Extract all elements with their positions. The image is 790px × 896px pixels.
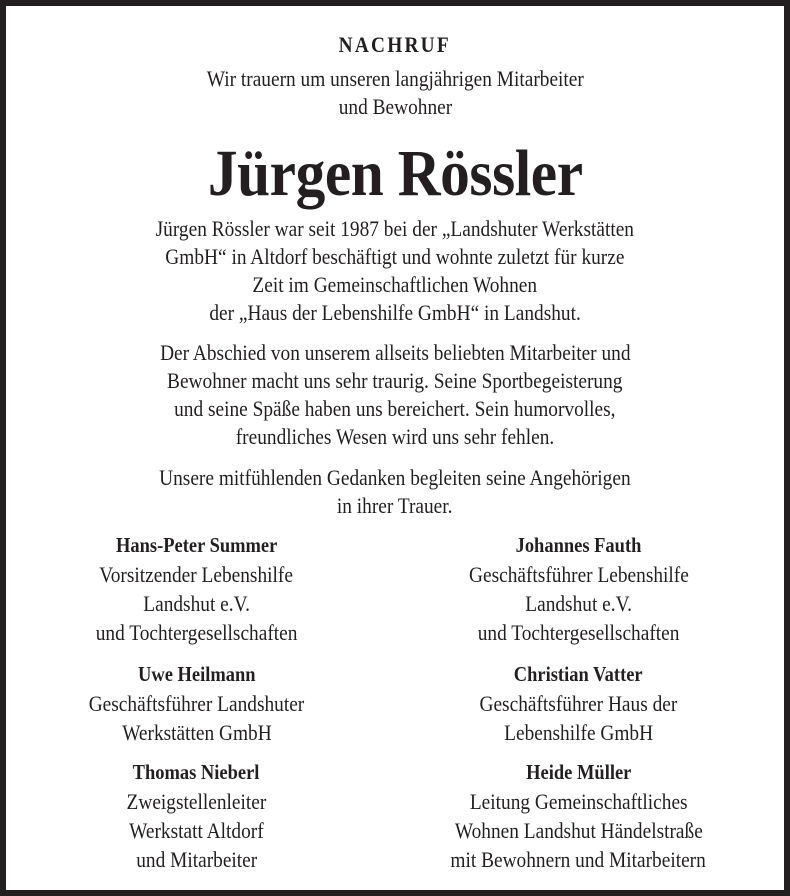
- signatory-title-text: Vorsitzender Lebenshilfe: [99, 562, 294, 587]
- signatory-title-text: Zweigstellenleiter: [126, 789, 267, 814]
- intro-text: und Bewohner: [338, 94, 452, 119]
- signatory-title-line: [384, 689, 773, 718]
- signatory-block: [2, 660, 391, 747]
- paragraph-text: Zeit im Gemeinschaftlichen Wohnen: [252, 272, 538, 297]
- signatory-title-text: mit Bewohnern und Mitarbeitern: [450, 847, 707, 872]
- signatory-name: [384, 660, 773, 689]
- paragraph-2-line: [6, 368, 784, 394]
- paragraph-text: Bewohner macht uns sehr traurig. Seine Sportbegeisterung: [167, 368, 623, 393]
- kicker-text: NACHRUF: [338, 32, 452, 57]
- intro-text: Wir trauern um unseren langjährigen Mitarbeiter: [206, 66, 584, 91]
- paragraph-3-line: [6, 493, 784, 519]
- signatory-name: [384, 758, 773, 787]
- signatory-name-text: Thomas Nieberl: [133, 760, 260, 784]
- intro-line-1: [6, 66, 784, 92]
- paragraph-text: Der Abschied von unserem allseits beliebten Mitarbeiter und: [159, 340, 631, 365]
- signatory-title-text: Werkstätten GmbH: [121, 720, 272, 745]
- signatory-name-text: Christian Vatter: [514, 662, 643, 686]
- paragraph-1-line: [6, 216, 784, 242]
- paragraph-1-line: [6, 244, 784, 270]
- signatory-block: [2, 758, 391, 874]
- paragraph-text: freundliches Wesen wird uns sehr fehlen.: [235, 424, 555, 449]
- notice-kicker: [6, 32, 784, 58]
- signatory-title-text: Leitung Gemeinschaftliches: [469, 789, 688, 814]
- signatory-title-text: Geschäftsführer Haus der: [479, 691, 678, 716]
- signatory-title-line: [2, 718, 391, 747]
- signatory-name-text: Johannes Fauth: [515, 533, 642, 557]
- signatory-name: [384, 531, 773, 560]
- paragraph-text: Jürgen Rössler war seit 1987 bei der „Landshuter Werkstätten: [155, 216, 635, 241]
- signatory-name-text: Uwe Heilmann: [137, 662, 256, 686]
- signatory-title-text: Landshut e.V.: [143, 591, 250, 616]
- signatory-title-line: [384, 618, 773, 647]
- signatory-title-text: und Mitarbeiter: [136, 847, 257, 872]
- signatory-title-line: [2, 618, 391, 647]
- signatory-title-line: [2, 560, 391, 589]
- signatory-title-text: Geschäftsführer Landshuter: [88, 691, 305, 716]
- paragraph-text: der „Haus der Lebenshilfe GmbH“ in Landshut.: [209, 300, 581, 325]
- paragraph-text: Unsere mitfühlenden Gedanken begleiten seine Angehörigen: [159, 465, 631, 490]
- paragraph-2-line: [6, 396, 784, 422]
- signatory-block: [2, 531, 391, 647]
- deceased-name-text: Jürgen Rössler: [207, 137, 583, 210]
- signatory-title-line: [384, 589, 773, 618]
- paragraph-text: GmbH“ in Altdorf beschäftigt und wohnte zuletzt für kurze: [165, 244, 625, 269]
- signatory-name-text: Hans-Peter Summer: [115, 533, 278, 557]
- signatory-title-line: [384, 787, 773, 816]
- paragraph-text: und seine Späße haben uns bereichert. Sein humorvolles,: [174, 396, 616, 421]
- signatory-title-text: Geschäftsführer Lebenshilfe: [468, 562, 689, 587]
- signatory-title-line: [2, 589, 391, 618]
- signatory-title-text: Werkstatt Altdorf: [129, 818, 264, 843]
- paragraph-2-line: [6, 340, 784, 366]
- deceased-name: [6, 136, 784, 212]
- signatory-title-text: und Tochtergesellschaften: [95, 620, 298, 645]
- signatory-title-line: [2, 689, 391, 718]
- signatory-name: [2, 660, 391, 689]
- signatory-name: [2, 758, 391, 787]
- paragraph-3-line: [6, 465, 784, 491]
- signatory-name: [2, 531, 391, 560]
- signatory-title-line: [2, 845, 391, 874]
- signatory-title-line: [384, 845, 773, 874]
- signatory-title-line: [384, 718, 773, 747]
- paragraph-1-line: [6, 300, 784, 326]
- intro-line-2: [6, 94, 784, 120]
- signatory-name-text: Heide Müller: [525, 760, 632, 784]
- signatory-block: [384, 660, 773, 747]
- signatory-title-text: Lebenshilfe GmbH: [504, 720, 653, 745]
- signatory-block: [384, 531, 773, 647]
- signatory-title-text: Landshut e.V.: [525, 591, 632, 616]
- signatory-title-line: [384, 560, 773, 589]
- signatory-block: [384, 758, 773, 874]
- paragraph-1-line: [6, 272, 784, 298]
- signatory-title-line: [384, 816, 773, 845]
- signatory-title-text: und Tochtergesellschaften: [477, 620, 680, 645]
- paragraph-text: in ihrer Trauer.: [337, 493, 453, 518]
- signatory-title-text: Wohnen Landshut Händelstraße: [454, 818, 703, 843]
- paragraph-2-line: [6, 424, 784, 450]
- signatory-title-line: [2, 816, 391, 845]
- signatory-title-line: [2, 787, 391, 816]
